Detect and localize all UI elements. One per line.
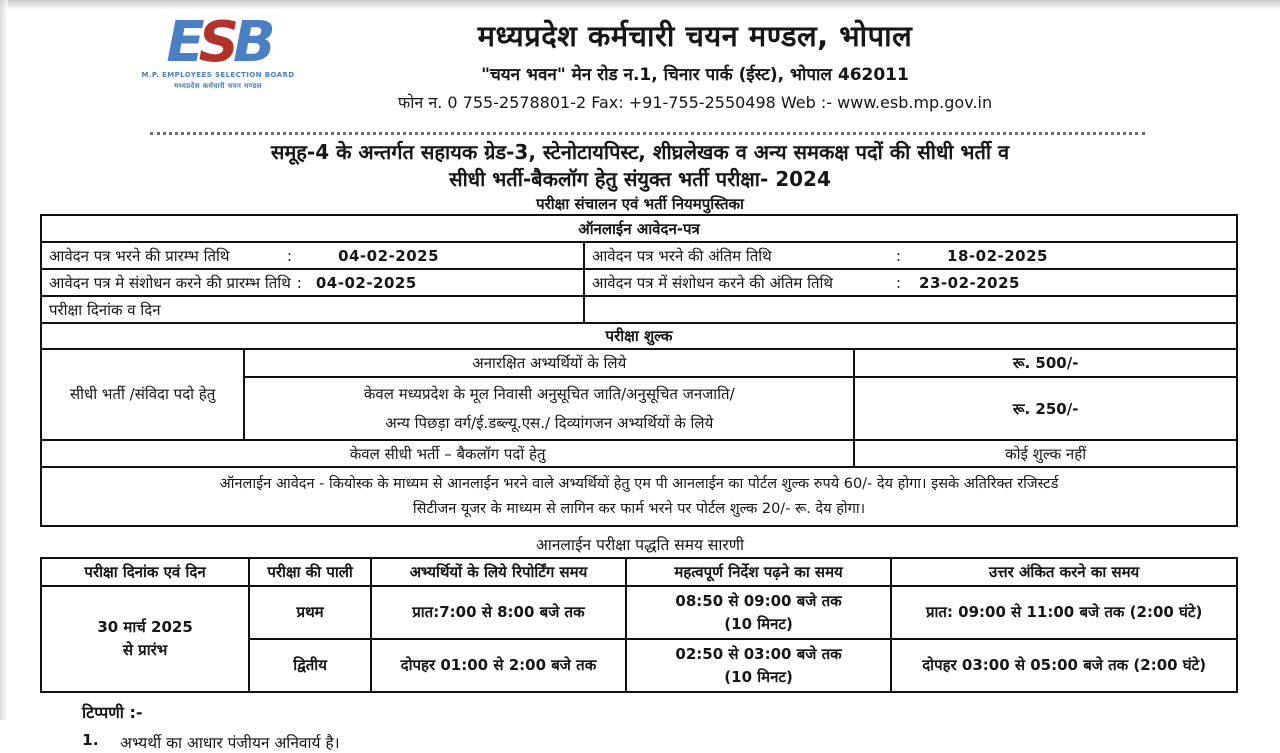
- col-header-instructions-time: महत्वपूर्ण निर्देश पढ़ने का समय: [626, 558, 892, 586]
- exam-date-label-cell: परीक्षा दिनांक व दिन: [41, 296, 584, 323]
- table-row: [41, 296, 1237, 323]
- correction-start-cell: आवेदन पत्र मे संशोधन करने की प्रारम्भ तिथि : 04-02-2025: [41, 269, 584, 296]
- fee-table-header: परीक्षा शुल्क: [41, 323, 1237, 349]
- notes-section: [82, 701, 1240, 753]
- reserved-desc-line2: अन्य पिछड़ा वर्ग/ई.डब्ल्यू.एस./ दिव्यांगजन अभ्यर्थियों के लिये: [385, 413, 714, 432]
- exam-date-line1: 30 मार्च 2025: [97, 618, 193, 637]
- logo-letter-e: E: [166, 10, 199, 75]
- application-table-header: ऑनलाईन आवेदन-पत्र: [41, 215, 1237, 242]
- shift-1-cell: प्रथम: [249, 586, 371, 639]
- exam-schedule-table: [40, 557, 1238, 693]
- title-line-1: समूह-4 के अन्तर्गत सहायक ग्रेड-3, स्टेनोटायपिस्ट, शीघ्रलेखक व अन्य समकक्ष पदों की सीधी भर्ती व: [270, 140, 1010, 164]
- instructions-2-line1: 02:50 से 03:00 बजे तक: [675, 644, 842, 663]
- table-row: [41, 467, 1237, 526]
- table-row: [41, 586, 1237, 639]
- reporting-1-cell: प्रात:7:00 से 8:00 बजे तक: [371, 586, 626, 639]
- portal-fee-note-line2: सिटीजन यूजर के माध्यम से लागिन कर फार्म भरने पर पोर्टल शुल्क 20/- रू. देय होगा।: [412, 500, 866, 517]
- exam-date-value-cell: [584, 296, 1237, 323]
- correction-end-cell: आवेदन पत्र में संशोधन करने की अंतिम तिथि : 23-02-2025: [584, 269, 1237, 296]
- portal-fee-note-cell: [41, 467, 1237, 526]
- instructions-1-line2: (10 मिनट): [724, 614, 793, 633]
- table-row: [41, 242, 1237, 269]
- instructions-1-line1: 08:50 से 09:00 बजे तक: [675, 591, 842, 610]
- start-date-label: आवेदन पत्र भरने की प्रारम्भ तिथि: [49, 246, 230, 265]
- notification-title: [40, 139, 1240, 214]
- notes-heading: टिप्पणी :-: [82, 703, 143, 723]
- end-date-cell: आवेदन पत्र भरने की अंतिम तिथि : 18-02-2025: [584, 242, 1237, 269]
- reserved-fee-cell: रू. 250/-: [854, 377, 1237, 440]
- title-line-2: सीधी भर्ती-बैकलॉग हेतु संयुक्त भर्ती परीक्षा- 2024: [449, 167, 831, 191]
- letterhead: [40, 8, 1240, 126]
- organization-name: मध्यप्रदेश कर्मचारी चयन मण्डल, भोपाल: [477, 19, 913, 53]
- col-header-exam-date: परीक्षा दिनांक एवं दिन: [41, 558, 249, 586]
- organization-address: "चयन भवन" मेन रोड न.1, चिनार पार्क (ईस्ट), भोपाल 462011: [481, 65, 909, 85]
- correction-start-value: 04-02-2025: [315, 273, 417, 292]
- logo-letter-b: B: [232, 10, 270, 75]
- correction-end-label: आवेदन पत्र में संशोधन करने की अंतिम तिथि: [591, 273, 834, 292]
- unreserved-desc-cell: अनारक्षित अभ्यर्थियों के लिये: [244, 349, 854, 377]
- reserved-desc-line1: केवल मध्यप्रदेश के मूल निवासी अनुसूचित जाति/अनुसूचित जनजाति/: [363, 385, 735, 403]
- note-number: 1.: [82, 731, 99, 750]
- document-page: [40, 8, 1240, 753]
- letterhead-text: [275, 8, 1115, 113]
- correction-start-label: आवेदन पत्र मे संशोधन करने की प्रारम्भ तिथि: [49, 273, 291, 292]
- logo-subtitle-en: M.P. EMPLOYEES SELECTION BOARD: [141, 71, 295, 80]
- portal-fee-note-line1: ऑनलाईन आवेदन - कियोस्क के माध्यम से आनलाईन भरने वाले अभ्यर्थियों हेतु एम पी आनलाईन का पोर्टल शुल्क रुपये 60/- देय होगा। इसके अतिरिक्त रजिस्टर्ड: [219, 476, 1059, 492]
- exam-date-cell: [41, 586, 249, 692]
- application-dates-table: [40, 214, 1238, 324]
- table-row: [41, 349, 1237, 377]
- backlog-fee-cell: कोई शुल्क नहीं: [854, 440, 1237, 467]
- correction-end-value: 23-02-2025: [919, 273, 1020, 292]
- organization-contact: फोन न. 0 755-2578801-2 Fax: +91-755-2550498 Web :- www.esb.mp.gov.in: [397, 93, 993, 112]
- note-text: अभ्यर्थी का आधार पंजीयन अनिवार्य है।: [120, 734, 340, 753]
- exam-fee-table: [40, 322, 1238, 527]
- backlog-desc-cell: केवल सीधी भर्ती – बैकलॉग पदों हेतु: [41, 440, 854, 467]
- answering-1-cell: प्रात: 09:00 से 11:00 बजे तक (2:00 घंटे): [891, 586, 1237, 639]
- end-date-label: आवेदन पत्र भरने की अंतिम तिथि: [591, 246, 772, 265]
- note-item-1: [82, 731, 1240, 753]
- reporting-2-cell: दोपहर 01:00 से 2:00 बजे तक: [371, 639, 626, 692]
- table-row: [41, 440, 1237, 467]
- dashed-separator: [150, 132, 1145, 135]
- start-date-value: 04-02-2025: [338, 246, 440, 265]
- start-date-cell: आवेदन पत्र भरने की प्रारम्भ तिथि : 04-02-2025: [41, 242, 584, 269]
- logo-subtitle-hi: मध्यप्रदेश कर्मचारी चयन मण्डल: [174, 81, 262, 90]
- fee-category-label: सीधी भर्ती /संविदा पदो हेतु: [69, 385, 216, 404]
- logo-letter-s: S: [198, 10, 233, 75]
- fee-category-cell: [41, 349, 244, 440]
- instructions-2-cell: [626, 639, 892, 692]
- answering-2-cell: दोपहर 03:00 से 05:00 बजे तक (2:00 घंटे): [891, 639, 1237, 692]
- schedule-header-row: [41, 558, 1237, 586]
- schedule-caption: आनलाईन परीक्षा पद्धति समय सारणी: [535, 536, 744, 555]
- unreserved-fee-cell: रू. 500/-: [854, 349, 1237, 377]
- col-header-shift: परीक्षा की पाली: [249, 558, 371, 586]
- esb-logo-letters: [128, 10, 308, 75]
- col-header-reporting-time: अभ्यर्थियों के लिये रिपोर्टिंग समय: [371, 558, 626, 586]
- esb-logo: [128, 10, 308, 91]
- title-subtitle: परीक्षा संचालन एवं भर्ती नियमपुस्तिका: [536, 195, 744, 213]
- instructions-1-cell: [626, 586, 892, 639]
- instructions-2-line2: (10 मिनट): [724, 667, 793, 686]
- col-header-answering-time: उत्तर अंकित करने का समय: [891, 558, 1237, 586]
- shift-2-cell: द्वितीय: [249, 639, 371, 692]
- reserved-desc-cell: [244, 377, 854, 440]
- table-row: [41, 269, 1237, 296]
- end-date-value: 18-02-2025: [947, 246, 1048, 265]
- exam-date-line2: से प्रारंभ: [122, 641, 168, 660]
